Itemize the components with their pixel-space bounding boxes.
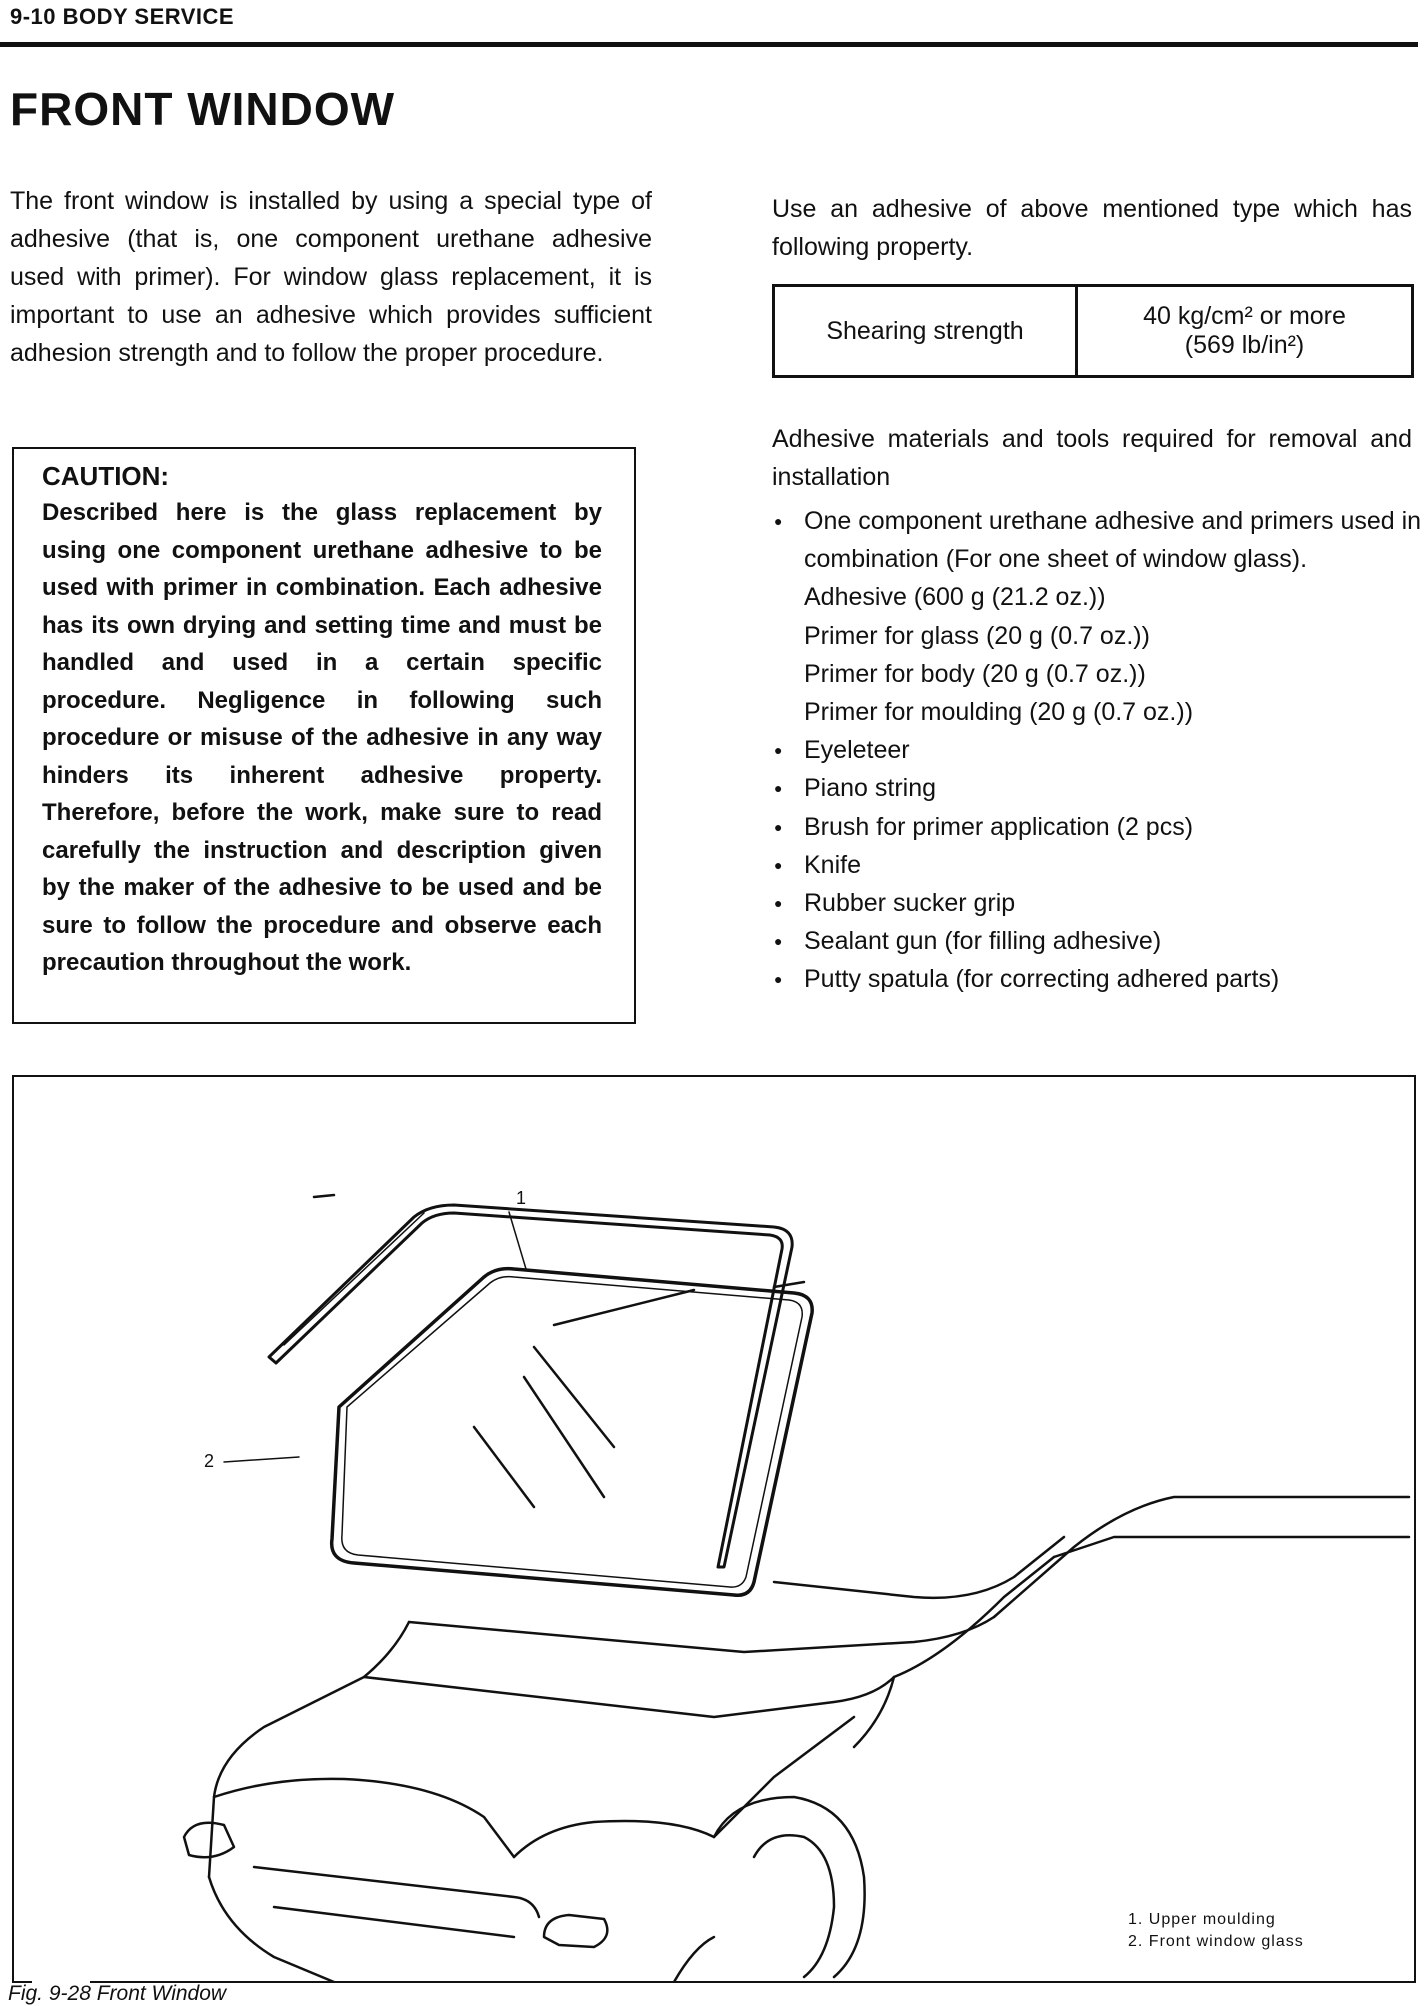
list-item: ● Brush for primer application (2 pcs) [772,808,1422,846]
spec-table [772,284,1414,378]
figure-caption: Fig. 9-28 Front Window [8,1982,227,2005]
page-title: FRONT WINDOW [10,83,396,135]
materials-intro: Adhesive materials and tools required for removal and installation [772,425,1412,491]
car-front-window-illustration [14,1077,1414,1983]
adhesive-property-intro: Use an adhesive of above mentioned type which has following property. [772,195,1412,261]
sub-list-item: Primer for glass (20 g (0.7 oz.)) [804,621,1150,650]
legend-item: 2. Front window glass [1128,1933,1304,1950]
caution-heading: CAUTION: [42,461,170,491]
list-item: ● Sealant gun (for filling adhesive) [772,922,1422,960]
materials-list [772,502,1422,999]
list-item: ● One component urethane adhesive and primers used in combination (For one sheet of window glass). [772,502,1422,578]
sub-list-item: Adhesive (600 g (21.2 oz.)) [804,583,1106,612]
section-header: 9-10 BODY SERVICE [10,4,235,29]
upper-moulding-drawing [269,1195,792,1567]
spec-value-line2: (569 lb/in²) [1184,331,1305,359]
figure-bottom-rule [90,1981,1416,1983]
caution-box [12,447,636,1024]
figure-legend [1128,1909,1304,1953]
list-item: ● Putty spatula (for correcting adhered parts) [772,960,1422,998]
sub-list-item: Primer for moulding (20 g (0.7 oz.)) [804,698,1194,727]
front-window-glass-drawing [332,1269,813,1596]
list-item: ● Rubber sucker grip [772,884,1422,922]
legend-item: 1. Upper moulding [1128,1911,1276,1928]
list-item: ● Piano string [772,769,1422,807]
callout-1-leader [509,1212,526,1269]
list-item: ● Knife [772,846,1422,884]
spec-label: Shearing strength [774,286,1077,377]
figure-frame [12,1075,1416,1983]
list-item: ● Eyeleteer [772,731,1422,769]
callout-2-number: 2 [204,1451,215,1471]
caution-text: Described here is the glass replacement by using one component urethane adhesive to be used with primer in combination. Each adhesive has its own drying and setting time and must be handled and used in a certain specific procedure. Negligence in following such procedure or misuse of the adhesive in any way hinders its inherent adhesive property. Therefore, before the work, make sure to read carefully the instruction and description given by the maker of the adhesive to be used and be sure to follow the procedure and observe each precaution throughout the work. [42,499,602,976]
sub-list-item: Primer for body (20 g (0.7 oz.)) [804,659,1146,688]
intro-paragraph: The front window is installed by using a special type of adhesive (that is, one component urethane adhesive used with primer). For window glass replacement, it is important to use an adhesive which provides sufficient adhesion strength and to follow the proper procedure. [10,187,652,367]
callout-2-leader [224,1457,299,1462]
spec-row [774,286,1413,377]
spec-value [1077,286,1413,377]
callout-1-number: 1 [516,1188,527,1208]
spec-value-line1: 40 kg/cm² or more [1143,302,1346,330]
header-rule [0,42,1418,47]
